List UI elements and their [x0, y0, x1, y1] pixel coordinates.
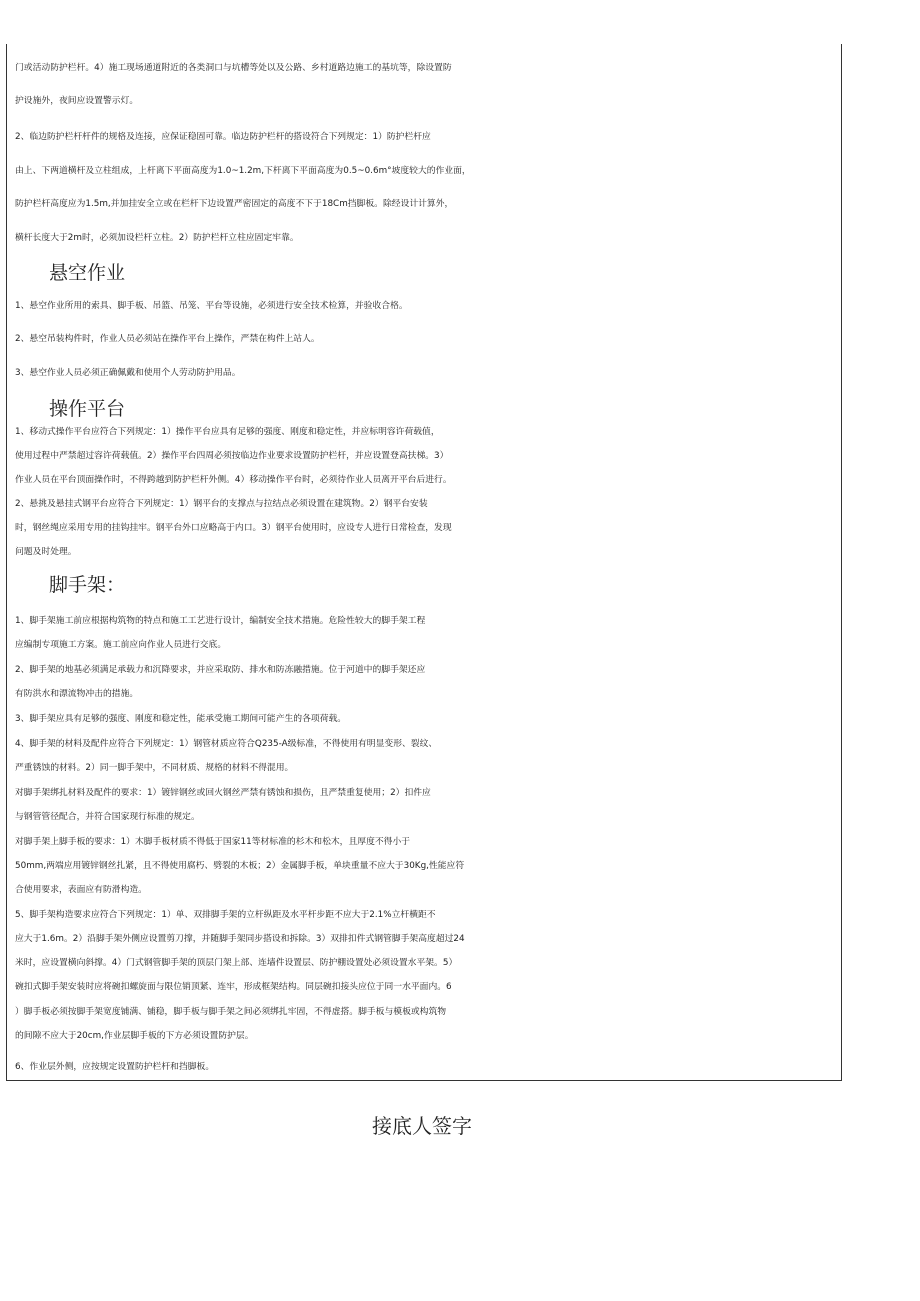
- text-line: 对脚手架绑扎材料及配件的要求：1）镀锌钢丝或回火钢丝严禁有锈蚀和损伤，且严禁重复使用；2）扣件应: [15, 788, 431, 798]
- text-line: 2、脚手架的地基必须满足承载力和沉降要求，并应采取防、排水和防冻融措施。位于河道中的脚手架还应: [15, 665, 426, 675]
- text-line: 50mm,两端应用镀锌钢丝扎紧，且不得使用腐朽、劈裂的木板；2）金属脚手板，单块重量不应大于30Kg,性能应符: [15, 861, 465, 871]
- text-line: 2、悬空吊装构件时，作业人员必须站在操作平台上操作，严禁在构件上站人。: [15, 334, 320, 344]
- text-line: 时，钢丝绳应采用专用的挂钩挂牢。钢平台外口应略高于内口。3）钢平台使用时，应设专人进行日常检查，发现: [15, 523, 452, 533]
- text-line: 防护栏杆高度应为1.5m,并加挂安全立或在栏杆下边设置严密固定的高度不下于18Cm挡脚板。除经设计计算外，: [15, 199, 454, 209]
- text-line: 应大于1.6m。2）沿脚手架外侧应设置剪刀撑，并随脚手架同步搭设和拆除。3）双排扣件式钢管脚手架高度超过24: [15, 934, 465, 944]
- text-line: 护设施外，夜间应设置警示灯。: [15, 96, 139, 106]
- text-line: 1、移动式操作平台应符合下列规定：1）操作平台应具有足够的强度、刚度和稳定性，并应标明容许荷载值，: [15, 427, 440, 437]
- text-line: 1、脚手架施工前应根据构筑物的特点和施工工艺进行设计，编制安全技术措施。危险性较大的脚手架工程: [15, 616, 426, 626]
- text-line: 与钢管管径配合，并符合国家现行标准的规定。: [15, 812, 200, 822]
- text-line: 1、悬空作业所用的索具、脚手板、吊篮、吊笼、平台等设施，必须进行安全技术检算，并验收合格。: [15, 301, 408, 311]
- text-line: 横杆长度大于2m时，必须加设栏杆立柱。2）防护栏杆立柱应固定牢靠。: [15, 233, 299, 243]
- text-line: 6、作业层外侧，应按规定设置防护栏杆和挡脚板。: [15, 1062, 215, 1072]
- text-line: 3、悬空作业人员必须正确佩戴和使用个人劳动防护用品。: [15, 368, 241, 378]
- text-line: 作业人员在平台顶面操作时，不得跨越到防护栏杆外侧。4）移动操作平台时，必须待作业人员离开平台后进行。: [15, 475, 452, 485]
- text-line: 问题及时处理。: [15, 547, 77, 557]
- text-line: 2、临边防护栏杆杆件的规格及连接，应保证稳固可靠。临边防护栏杆的搭设符合下列规定：1）防护栏杆应: [15, 132, 431, 142]
- document-table-cell: [6, 44, 842, 1081]
- text-line: 3、脚手架应具有足够的强度、刚度和稳定性，能承受施工期间可能产生的各项荷载。: [15, 714, 347, 724]
- text-line: 4、脚手架的材料及配件应符合下列规定：1）钢管材质应符合Q235-A级标准，不得使用有明显变形、裂纹、: [15, 739, 438, 749]
- text-line: 使用过程中严禁超过容许荷载值。2）操作平台四周必须按临边作业要求设置防护栏杆，并应设置登高扶梯。3）: [15, 451, 449, 461]
- section-heading: 操作平台: [49, 398, 126, 420]
- text-line: 合使用要求，表面应有防滑构造。: [15, 885, 147, 895]
- text-line: ）脚手板必须按脚手架宽度铺满、铺稳，脚手板与脚手架之间必须绑扎牢固，不得虚搭。脚手板与模板或构筑物: [15, 1007, 447, 1017]
- text-line: 门或活动防护栏杆。4）施工现场通道附近的各类洞口与坑槽等处以及公路、乡村道路边施工的基坑等，除设置防: [15, 63, 452, 73]
- text-line: 应编制专项施工方案。施工前应向作业人员进行交底。: [15, 640, 227, 650]
- text-line: 由上、下两道横杆及立柱组成，上杆离下平面高度为1.0~1.2m,下杆离下平面高度为0.5~0.6m°坡度较大的作业面，: [15, 166, 471, 176]
- section-heading: 悬空作业: [49, 262, 126, 284]
- signature-label: 接底人签字: [372, 1114, 472, 1138]
- text-line: 5、脚手架构造要求应符合下列规定：1）单、双排脚手架的立杆纵距及水平杆步距不应大于2.1%立杆横距不: [15, 910, 436, 920]
- text-line: 2、悬挑及悬挂式钢平台应符合下列规定：1）钢平台的支撑点与拉结点必须设置在建筑物。2）钢平台安装: [15, 499, 428, 509]
- text-line: 对脚手架上脚手板的要求：1）木脚手板材质不得低于国家11等材标准的杉木和松木，且厚度不得小于: [15, 837, 411, 847]
- text-line: 的间隙不应大于20cm,作业层脚手板的下方必须设置防护层。: [15, 1031, 254, 1041]
- text-line: 严重锈蚀的材料。2）同一脚手架中，不同材质、规格的材料不得混用。: [15, 763, 294, 773]
- text-line: 有防洪水和漂流物冲击的措施。: [15, 689, 139, 699]
- text-line: 米时，应设置横向斜撑。4）门式钢管脚手架的顶层门架上部、连墙件设置层、防护棚设置处必须设置水平架。5）: [15, 958, 458, 968]
- section-heading: 脚手架：: [49, 574, 126, 596]
- text-line: 碗扣式脚手架安装时应将碗扣螺旋面与限位销顶紧、连牢，形成框架结构。同层碗扣接头应位于同一水平面内。6: [15, 982, 452, 992]
